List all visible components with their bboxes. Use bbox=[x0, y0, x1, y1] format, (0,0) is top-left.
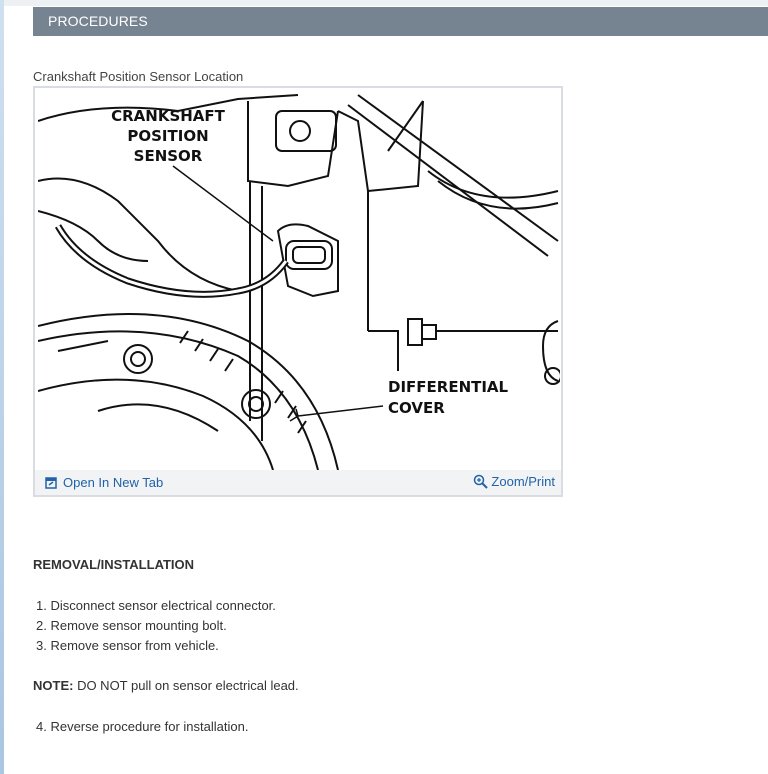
note-paragraph bbox=[33, 678, 299, 693]
final-steps-list bbox=[33, 717, 248, 737]
steps-list bbox=[33, 596, 276, 656]
crankshaft-sensor-diagram[interactable] bbox=[38, 91, 560, 470]
note-label: NOTE: bbox=[33, 678, 74, 693]
open-new-tab-link[interactable] bbox=[45, 475, 163, 490]
note-text: DO NOT pull on sensor electrical lead. bbox=[73, 678, 299, 693]
zoom-in-icon bbox=[473, 474, 488, 489]
diagram-label-cover-2: COVER bbox=[388, 399, 445, 417]
list-item: 4. Reverse procedure for installation. bbox=[36, 719, 249, 734]
left-edge-strip bbox=[0, 0, 4, 774]
list-item: 2. Remove sensor mounting bolt. bbox=[36, 618, 227, 633]
section-header-title: PROCEDURES bbox=[48, 13, 148, 29]
diagram-label-sensor-1: CRANKSHAFT bbox=[111, 107, 225, 125]
section-header bbox=[33, 7, 768, 36]
figure-caption: Crankshaft Position Sensor Location bbox=[33, 69, 244, 84]
figure-toolbar bbox=[35, 470, 561, 495]
procedure-heading: REMOVAL/INSTALLATION bbox=[33, 557, 195, 572]
figure-container bbox=[33, 86, 563, 497]
diagram-label-cover-1: DIFFERENTIAL bbox=[388, 378, 509, 396]
list-item: 3. Remove sensor from vehicle. bbox=[36, 638, 219, 653]
top-border bbox=[0, 0, 768, 6]
diagram-label-sensor-3: SENSOR bbox=[133, 147, 203, 165]
open-new-tab-label: Open In New Tab bbox=[63, 475, 164, 490]
list-item: 1. Disconnect sensor electrical connector. bbox=[36, 598, 276, 613]
diagram-label-sensor-2: POSITION bbox=[127, 127, 209, 145]
zoom-print-label: Zoom/Print bbox=[491, 474, 555, 489]
zoom-print-link[interactable] bbox=[473, 474, 555, 489]
open-new-tab-icon bbox=[45, 477, 57, 489]
